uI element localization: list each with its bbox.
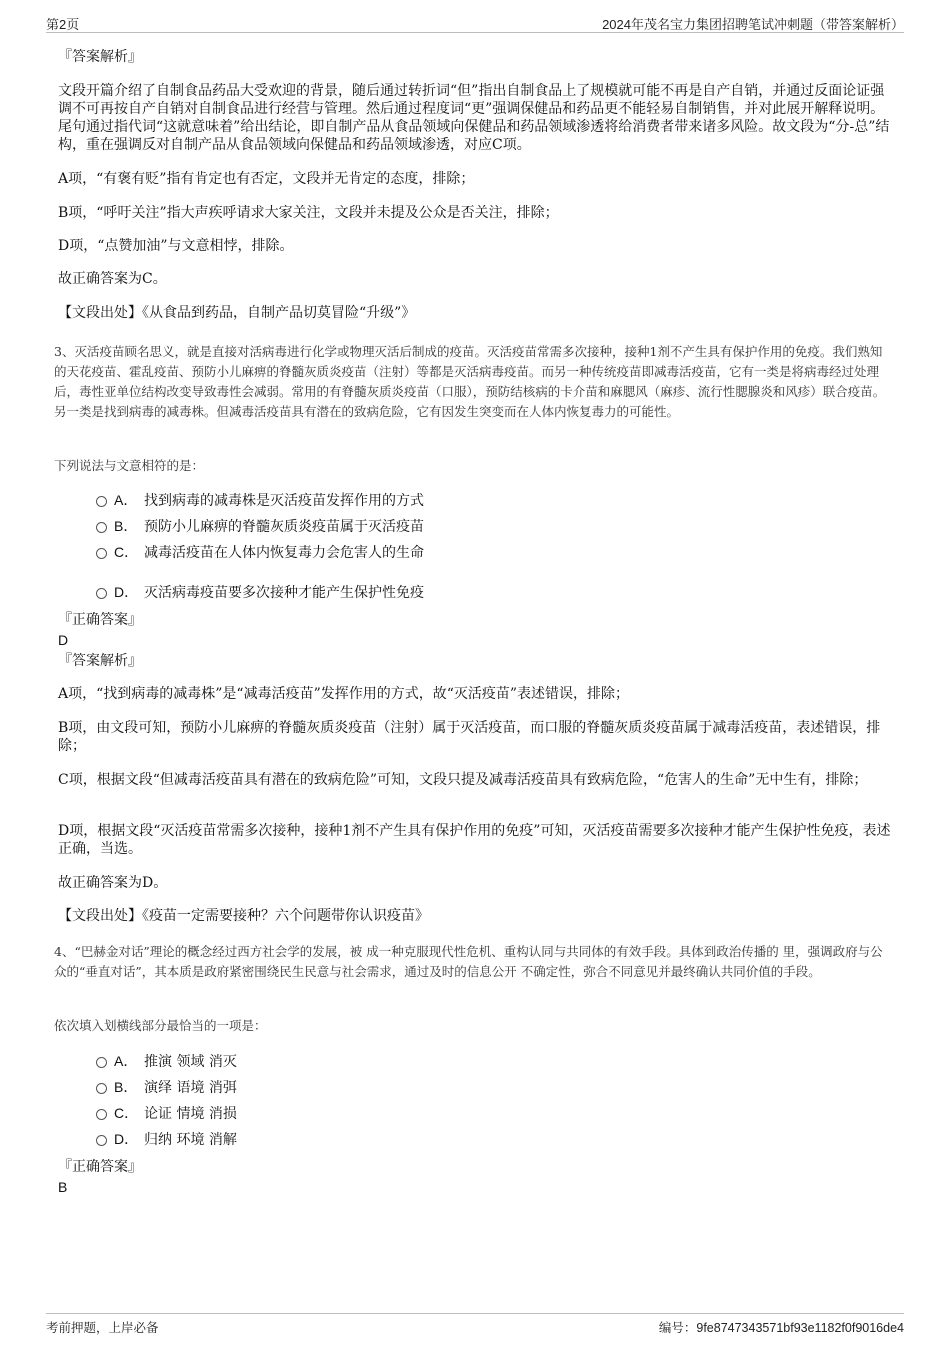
q3-answer-label: 『正确答案』 bbox=[58, 612, 142, 628]
option-letter: B． bbox=[114, 1079, 138, 1095]
option-letter: D． bbox=[114, 1131, 139, 1147]
option-letter: C． bbox=[114, 1105, 139, 1121]
q4-option-b[interactable] bbox=[96, 1077, 237, 1097]
q3-option-d-explain: D项，根据文段“灭活疫苗常需多次接种，接种1剂不产生具有保护作用的免疫”可知，灭活疫苗需要多次接种才能产生保护性免疫，表述正确，当选。 bbox=[58, 823, 891, 857]
option-letter: D． bbox=[114, 584, 139, 600]
q4-prompt: 依次填入划横线部分最恰当的一项是： bbox=[54, 1018, 267, 1033]
q3-option-a-explain: A项，“找到病毒的减毒株”是“减毒活疫苗”发挥作用的方式，故“灭活疫苗”表述错误，排除； bbox=[58, 686, 630, 702]
q2-option-a-explain: A项，“有褒有贬”指有肯定也有否定，文段并无肯定的态度，排除； bbox=[58, 171, 475, 187]
q3-prompt: 下列说法与文意相符的是： bbox=[54, 458, 205, 473]
q4-stem: 4、“巴赫金对话”理论的概念经过西方社会学的发展，被 成一种克服现代性危机、重构认同与共同体的有效手段。具体到政治传播的 里，强调政府与公众的“垂直对话”，其本质是政府紧密围绕民生民意与社会需求，通过及时的信息公开 不确定性，弥合不同意见并最终确认共同价值的手段。 bbox=[54, 944, 883, 979]
q3-option-b[interactable] bbox=[96, 516, 424, 536]
option-text: 推演 领域 消灭 bbox=[144, 1054, 237, 1070]
radio-button-icon[interactable] bbox=[96, 496, 107, 507]
footer-slogan: 考前押题，上岸必备 bbox=[46, 1321, 159, 1335]
q3-answer: D bbox=[58, 632, 69, 648]
q4-answer: B bbox=[58, 1179, 68, 1195]
radio-button-icon[interactable] bbox=[96, 522, 107, 533]
q3-option-b-explain: B项，由文段可知，预防小儿麻痹的脊髓灰质炎疫苗（注射）属于灭活疫苗，而口服的脊髓灰质炎疫苗属于减毒活疫苗，表述错误，排除； bbox=[58, 720, 881, 754]
q3-source: 【文段出处】《疫苗一定需要接种？六个问题带你认识疫苗》 bbox=[58, 908, 429, 924]
option-text: 演绎 语境 消弭 bbox=[144, 1080, 237, 1096]
document-title: 2024年茂名宝力集团招聘笔试冲刺题（带答案解析） bbox=[602, 17, 904, 32]
q3-analysis-label: 『答案解析』 bbox=[58, 653, 142, 669]
option-text: 找到病毒的减毒株是灭活疫苗发挥作用的方式 bbox=[144, 493, 424, 509]
q2-option-d-explain: D项，“点赞加油”与文意相悖，排除。 bbox=[58, 238, 294, 254]
q3-stem: 3、灭活疫苗顾名思义，就是直接对活病毒进行化学或物理灭活后制成的疫苗。灭活疫苗常需多次接种，接种1剂不产生具有保护作用的免疫。我们熟知的天花疫苗、霍乱疫苗、预防小儿麻痹的脊髓灰质炎疫苗（注射）等都是灭活病毒疫苗。而另一种传统疫苗即减毒活疫苗，它有一类是将病毒经过处理后，毒性亚单位结构改变导致毒性会减弱。常用的有脊髓灰质炎疫苗（口服），预防结核病的卡介苗和麻腮风（麻疹、流行性腮腺炎和风疹）联合疫苗。另一类是找到病毒的减毒株。但减毒活疫苗具有潜在的致病危险，它有因发生突变而在人体内恢复毒力的可能性。 bbox=[54, 344, 886, 419]
radio-button-icon[interactable] bbox=[96, 588, 107, 599]
q2-option-b-explain: B项，“呼吁关注”指大声疾呼请求大家关注，文段并未提及公众是否关注，排除； bbox=[58, 205, 559, 221]
q3-option-c-explain: C项，根据文段“但减毒活疫苗具有潜在的致病危险”可知，文段只提及减毒活疫苗具有致病危险，“危害人的生命”无中生有，排除； bbox=[58, 772, 868, 788]
q4-option-d[interactable] bbox=[96, 1129, 237, 1149]
q2-conclusion: 故正确答案为C。 bbox=[58, 271, 167, 287]
option-text: 归纳 环境 消解 bbox=[144, 1132, 237, 1148]
q4-answer-label: 『正确答案』 bbox=[58, 1159, 142, 1175]
radio-button-icon[interactable] bbox=[96, 1135, 107, 1146]
option-text: 论证 情境 消损 bbox=[144, 1106, 237, 1122]
q2-source: 【文段出处】《从食品到药品，自制产品切莫冒险“升级”》 bbox=[58, 305, 416, 321]
radio-button-icon[interactable] bbox=[96, 548, 107, 559]
document-id: 编号：9fe8747343571bf93e1182f0f9016de4 bbox=[658, 1321, 904, 1335]
q3-option-a[interactable] bbox=[96, 490, 424, 510]
q2-analysis-label: 『答案解析』 bbox=[58, 49, 142, 65]
option-text: 灭活病毒疫苗要多次接种才能产生保护性免疫 bbox=[144, 585, 424, 601]
q3-conclusion: 故正确答案为D。 bbox=[58, 875, 168, 891]
q3-option-d[interactable] bbox=[96, 582, 424, 602]
radio-button-icon[interactable] bbox=[96, 1083, 107, 1094]
q4-option-c[interactable] bbox=[96, 1103, 237, 1123]
page-header bbox=[46, 12, 904, 33]
q3-option-c[interactable] bbox=[96, 542, 424, 562]
page-footer bbox=[46, 1313, 904, 1338]
radio-button-icon[interactable] bbox=[96, 1057, 107, 1068]
option-letter: B． bbox=[114, 518, 138, 534]
option-text: 预防小儿麻痹的脊髓灰质炎疫苗属于灭活疫苗 bbox=[144, 519, 424, 535]
radio-button-icon[interactable] bbox=[96, 1109, 107, 1120]
option-text: 减毒活疫苗在人体内恢复毒力会危害人的生命 bbox=[144, 545, 424, 561]
option-letter: A． bbox=[114, 492, 138, 508]
option-letter: A． bbox=[114, 1053, 138, 1069]
option-letter: C． bbox=[114, 544, 139, 560]
q4-option-a[interactable] bbox=[96, 1051, 237, 1071]
q2-analysis-paragraph: 文段开篇介绍了自制食品药品大受欢迎的背景，随后通过转折词“但”指出自制食品上了规模就可能不再是自产自销，并通过反面论证强调不可再按自产自销对自制食品进行经营与管理。然后通过程度词“更”强调保健品和药品更不能轻易自制销售，并对此展开解释说明。尾句通过指代词“这就意味着”给出结论，即自制产品从食品领域向保健品和药品领域渗透将给消费者带来诸多风险。故文段为“分-总”结构，重在强调反对自制产品从食品领域向保健品和药品领域渗透，对应C项。 bbox=[58, 83, 890, 153]
page-number: 第2页 bbox=[46, 17, 80, 32]
